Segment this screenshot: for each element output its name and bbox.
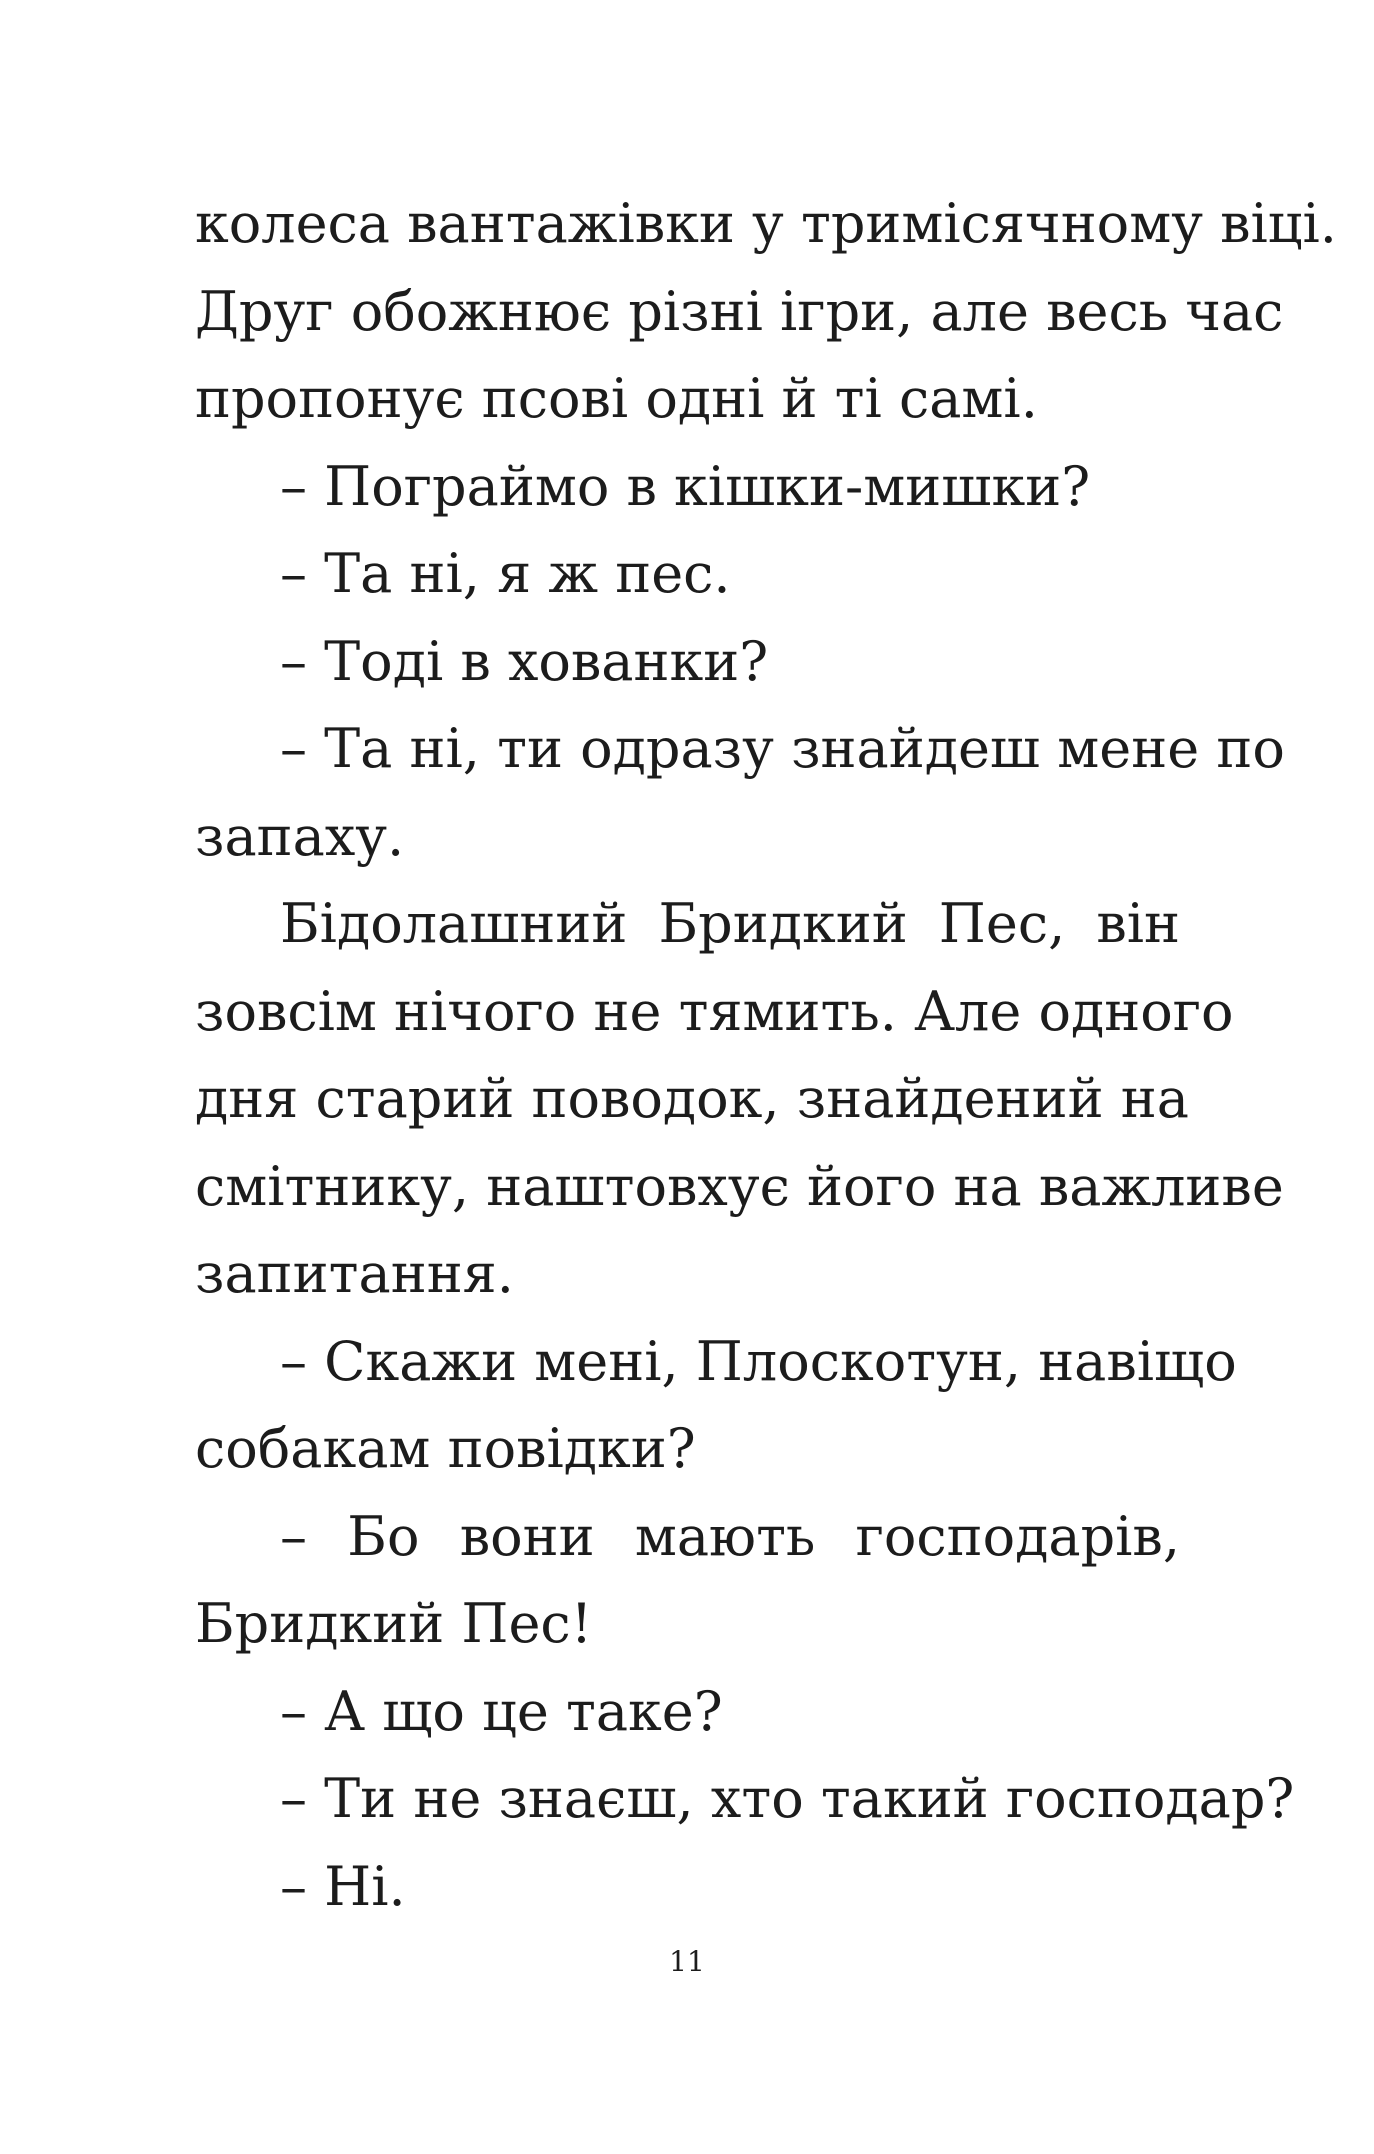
text-line: колеса вантажівки у тримісячному віці. — [195, 192, 1337, 255]
text-line: Друг обожнює різні ігри, але весь час — [195, 279, 1284, 343]
dialogue-line: – Ні. — [280, 1854, 406, 1918]
text-line: зовсім нічого не тямить. Але одного — [195, 979, 1234, 1043]
text-line: смітнику, наштовхує його на важливе — [195, 1154, 1284, 1218]
dialogue-line: – Та ні, я ж пес. — [280, 542, 731, 605]
text-line: Бридкий Пес! — [195, 1592, 593, 1655]
dialogue-line: – Пограймо в кішки-мишки? — [280, 454, 1091, 518]
text-line: пропонує псові одні й ті самі. — [195, 367, 1038, 430]
dialogue-line: – Ти не знаєш, хто такий господар? — [280, 1767, 1295, 1830]
text-line: собакам повідки? — [195, 1417, 696, 1480]
dialogue-line: – Бо вони мають господарів, — [280, 1504, 1180, 1568]
dialogue-line: – Тоді в хованки? — [280, 629, 769, 693]
page-number: 11 — [669, 1945, 705, 1978]
dialogue-line: – Та ні, ти одразу знайдеш мене по — [280, 717, 1285, 780]
dialogue-line: – А що це таке? — [280, 1679, 723, 1743]
page-body-text — [195, 180, 1337, 1930]
paragraph-line: Бідолашний Бридкий Пес, він — [280, 892, 1180, 955]
dialogue-line: – Скажи мені, Плоскотун, навіщо — [280, 1329, 1237, 1393]
text-line: запаху. — [195, 804, 405, 868]
text-line: запитання. — [195, 1242, 514, 1305]
text-line: дня старий поводок, знайдений на — [195, 1067, 1189, 1130]
